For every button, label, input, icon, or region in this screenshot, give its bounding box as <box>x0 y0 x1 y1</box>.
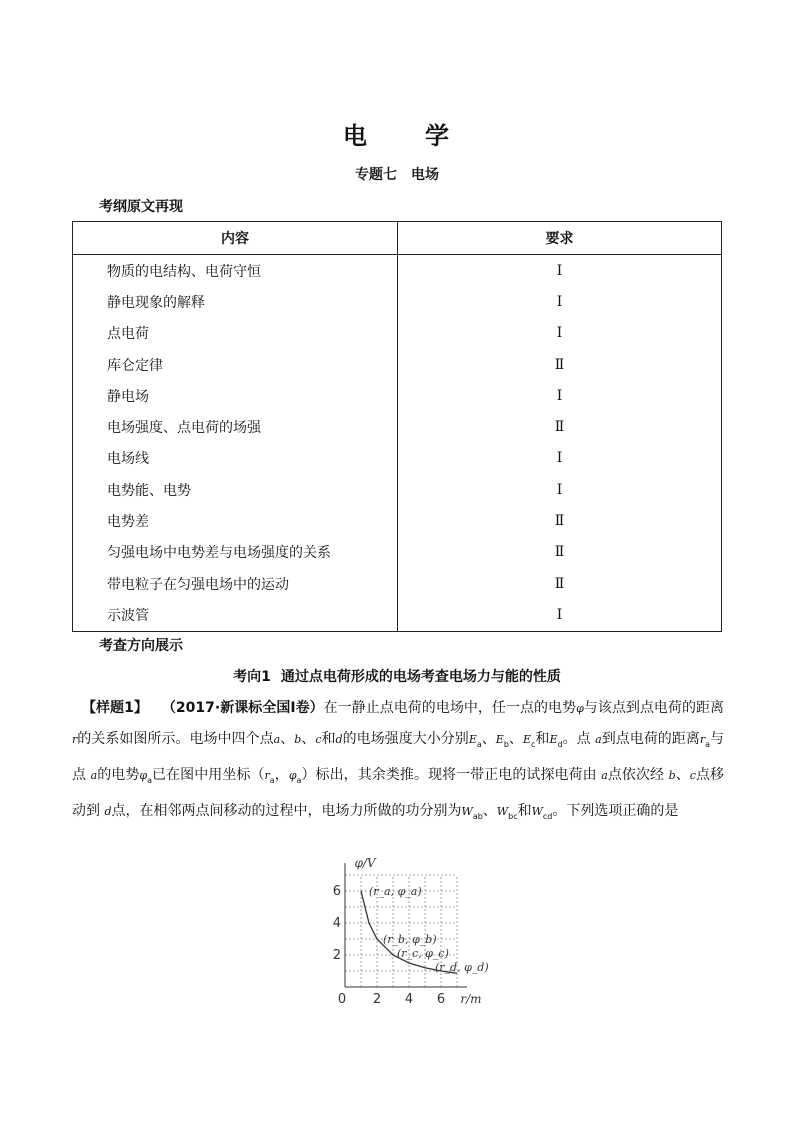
subtitle-topic: 专题七 <box>355 167 397 183</box>
var-Wcd-sub: cd <box>542 811 553 821</box>
table-row <box>73 443 722 474</box>
var-Ec: E <box>522 733 531 746</box>
problem-text: 的关系如图所示。电场中四个点 <box>77 731 274 747</box>
var-c: c <box>315 733 322 746</box>
direction-label: 考向1 <box>233 669 271 685</box>
problem-text: 和 <box>321 731 336 747</box>
row-content: 静电场 <box>73 380 398 411</box>
var-coord-r-sub: a <box>269 775 275 785</box>
row-level: Ⅱ <box>398 505 722 536</box>
direction-text: 通过点电荷形成的电场考查电场力与能的性质 <box>280 669 561 685</box>
x-tick-label: 6 <box>436 992 446 1007</box>
row-content: 示波管 <box>73 599 398 631</box>
problem-text: 已在图中用坐标（ <box>151 766 265 783</box>
table-row <box>73 599 722 631</box>
problem-text: 和 <box>517 802 532 819</box>
problem-text: 和 <box>535 731 550 747</box>
subtitle-name: 电场 <box>411 167 439 183</box>
problem-text: 点移动到 <box>72 766 725 819</box>
var-a: a <box>273 733 281 746</box>
var-b: b <box>668 768 676 782</box>
row-content: 静电现象的解释 <box>73 286 398 317</box>
var-Eb: E <box>495 733 504 746</box>
requirements-table <box>72 221 722 632</box>
x-tick-label: 2 <box>372 992 382 1007</box>
var-c: c <box>689 768 696 782</box>
row-level: Ⅰ <box>398 474 722 505</box>
row-content: 物质的电结构、电荷守恒 <box>73 255 398 287</box>
problem-text: 的电势 <box>97 766 140 783</box>
problem-text: 点依次经 <box>607 766 665 783</box>
x-tick-label: 4 <box>404 992 414 1007</box>
var-Ea-sub: a <box>476 739 482 749</box>
table-row <box>73 474 722 505</box>
title-right: 学 <box>425 122 451 150</box>
row-level: Ⅰ <box>398 443 722 474</box>
var-Ea: E <box>468 733 477 746</box>
page-title <box>0 116 794 151</box>
problem-text: 、 <box>280 731 295 747</box>
var-Wbc-sub: bc <box>508 811 518 821</box>
var-Wcd: W <box>531 804 543 818</box>
row-level: Ⅱ <box>398 349 722 380</box>
section-heading-directions: 考查方向展示 <box>99 638 183 654</box>
phi-r-chart <box>330 845 490 1015</box>
header-content: 内容 <box>73 222 398 255</box>
var-coord-r: r <box>264 768 270 782</box>
point-label: (r_b, φ_b) <box>383 933 437 946</box>
x-tick-label: 0 <box>337 992 347 1007</box>
subtitle <box>0 164 794 184</box>
problem-text: 。点 <box>562 731 591 747</box>
var-Eb-sub: b <box>503 739 509 749</box>
var-ra: r <box>699 733 706 746</box>
problem-text: 与该点到点电荷的距离 <box>583 700 724 716</box>
problem-text: ）标出，其余类推。现将一带正电的试探电荷由 <box>301 766 597 783</box>
row-content: 库仑定律 <box>73 349 398 380</box>
row-content: 匀强电场中电势差与电场强度的关系 <box>73 537 398 568</box>
point-label: (r_c, φ_c) <box>397 947 449 960</box>
table-row <box>73 286 722 317</box>
var-phia-sub: a <box>147 775 152 785</box>
y-tick-label: 4 <box>332 916 341 931</box>
problem-paragraph: 【样题1】 （2017·新课标全国Ⅰ卷）在一静止点电荷的电场中，任一点的电势φ与该点到点电荷的距离r的关系如图所示。电场中四个点a、b、c和d的电场强度大小分别$E_a$、$E_b$、$E_c$和$E_d$。点 a到点电荷的距离$r_a$与点 a的电势$\varphi_a$已在图中用坐标（$r_a$，$\varphi_a$）标出，其余类推。现将一带正电的试探电荷由 a点依次经 b、c点移动到 d点，在相邻两点间移动的过程中，电场力所做的功分别为$W_{ab}$、$W_{bc}$和$W_{cd}$。下列选项正确的是 <box>72 700 725 821</box>
problem-tag: 【样题1】 <box>82 700 148 716</box>
table-row <box>73 255 722 287</box>
row-content: 电场强度、点电荷的场强 <box>73 411 398 442</box>
row-content: 电势能、电势 <box>73 474 398 505</box>
x-axis-label: r/m <box>460 992 482 1006</box>
table-header-row <box>73 222 722 255</box>
header-level: 要求 <box>398 222 722 255</box>
y-tick-label: 6 <box>332 884 341 899</box>
row-level: Ⅰ <box>398 380 722 411</box>
problem-text: 。下列选项正确的是 <box>552 802 679 819</box>
section-heading-outline: 考纲原文再现 <box>99 199 183 215</box>
problem-text: 与点 <box>72 731 725 783</box>
row-content: 点电荷 <box>73 318 398 349</box>
problem-text: 的电场强度大小分别 <box>342 731 469 747</box>
problem-text: 在一静止点电荷的电场中，任一点的电势 <box>323 700 577 716</box>
table-row <box>73 318 722 349</box>
row-level: Ⅱ <box>398 568 722 599</box>
y-tick-label: 2 <box>332 948 341 963</box>
table-row <box>73 568 722 599</box>
problem-text: 、 <box>482 802 497 819</box>
table-row <box>73 537 722 568</box>
problem-text: 、 <box>301 731 316 747</box>
var-Wab-sub: ab <box>472 811 483 821</box>
row-level: Ⅱ <box>398 411 722 442</box>
point-label: (r_d, φ_d) <box>435 961 489 974</box>
var-Wab: W <box>461 804 473 818</box>
problem-text: 、 <box>675 766 690 783</box>
var-coord-phi-sub: a <box>296 775 302 785</box>
var-d: d <box>335 733 343 746</box>
var-phia: φ <box>139 768 148 782</box>
var-Ed: E <box>549 733 558 746</box>
row-content: 带电粒子在匀强电场中的运动 <box>73 568 398 599</box>
problem-text: ， <box>274 766 289 783</box>
point-label: (r_a, φ_a) <box>369 885 422 898</box>
row-content: 电势差 <box>73 505 398 536</box>
table-row <box>73 380 722 411</box>
var-a: a <box>595 733 602 746</box>
var-phi: φ <box>576 702 584 715</box>
var-Wbc: W <box>496 804 509 818</box>
row-level: Ⅱ <box>398 537 722 568</box>
var-r: r <box>72 733 78 746</box>
var-a: a <box>601 768 608 782</box>
var-Ec-sub: c <box>530 739 536 749</box>
problem-source: （2017·新课标全国Ⅰ卷） <box>161 700 324 716</box>
var-Ed-sub: d <box>557 739 563 749</box>
row-level: Ⅰ <box>398 286 722 317</box>
y-axis-label: φ/V <box>354 856 376 870</box>
var-ra-sub: a <box>705 739 711 749</box>
row-level: Ⅰ <box>398 255 722 287</box>
var-coord-phi: φ <box>288 768 297 782</box>
var-b: b <box>294 733 302 746</box>
direction-heading <box>0 666 794 686</box>
problem-text: 到点电荷的距离 <box>601 731 700 747</box>
row-level: Ⅰ <box>398 599 722 631</box>
problem-text: 点，在相邻两点间移动的过程中，电场力所做的功分别为 <box>111 802 462 819</box>
var-a: a <box>90 768 98 782</box>
table-row <box>73 349 722 380</box>
table-row <box>73 505 722 536</box>
var-d: d <box>104 804 112 818</box>
title-left: 电 <box>343 122 369 150</box>
row-level: Ⅰ <box>398 318 722 349</box>
table-row <box>73 411 722 442</box>
row-content: 电场线 <box>73 443 398 474</box>
